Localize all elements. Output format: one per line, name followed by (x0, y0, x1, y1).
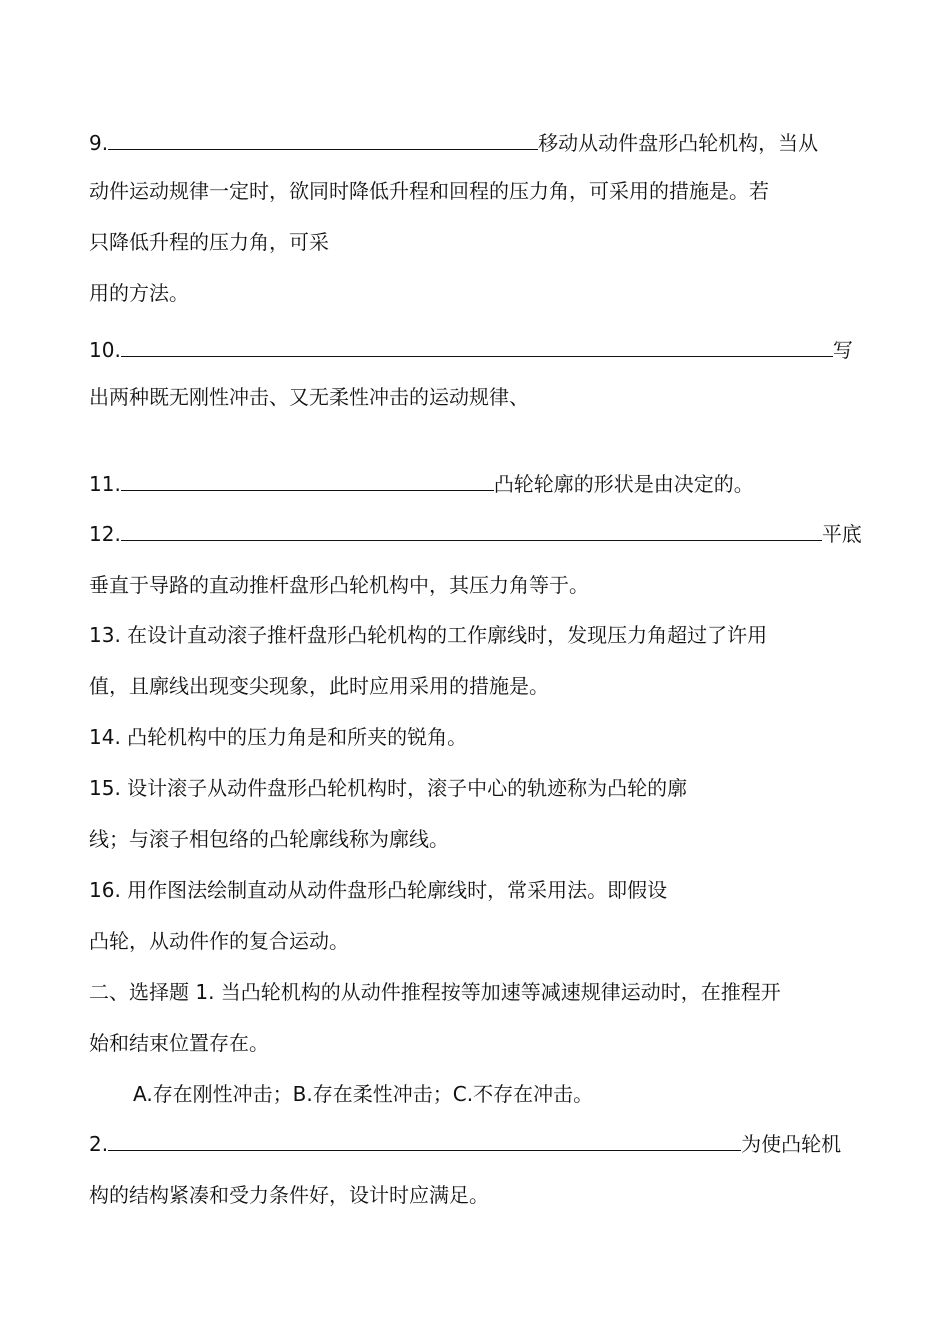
q12-line-1 (89, 521, 862, 547)
q10-line-1 (89, 337, 853, 363)
q16-line-1: 16. 用作图法绘制直动从动件盘形凸轮廓线时，常采用法。即假设 (89, 878, 668, 902)
q2-answer-blank[interactable] (108, 1132, 741, 1151)
q13-line-2: 值，且廓线出现变尖现象，此时应用采用的措施是。 (89, 674, 549, 698)
q16-line-2: 凸轮，从动件作的复合运动。 (89, 929, 349, 953)
q12-line-2: 垂直于导路的直动推杆盘形凸轮机构中，其压力角等于。 (89, 573, 589, 597)
q9-number: 9. (89, 131, 109, 155)
q12-line-1-text: 平底 (821, 522, 862, 546)
q11-answer-blank[interactable] (121, 472, 494, 491)
section2-options: A.存在刚性冲击；B.存在柔性冲击；C.不存在冲击。 (133, 1082, 594, 1106)
section2-line-2: 始和结束位置存在。 (89, 1031, 269, 1055)
q12-number: 12. (89, 522, 121, 546)
q10-line-2: 出两种既无刚性冲击、又无柔性冲击的运动规律、 (89, 385, 529, 409)
q15-line-2: 线；与滚子相包络的凸轮廓线称为廓线。 (89, 827, 449, 851)
section2-line-1: 二、选择题 1. 当凸轮机构的从动件推程按等加速等减速规律运动时，在推程开 (89, 980, 781, 1004)
q9-line-3: 只降低升程的压力角，可采 (89, 230, 329, 254)
q9-answer-blank[interactable] (108, 131, 538, 150)
q12-answer-blank[interactable] (121, 522, 822, 541)
q10-line-1-text: 写 (832, 338, 853, 362)
q15-line-1: 15. 设计滚子从动件盘形凸轮机构时，滚子中心的轨迹称为凸轮的廓 (89, 776, 688, 800)
q11-line-1-text: 凸轮轮廓的形状是由决定的。 (493, 472, 754, 496)
q11-line-1 (89, 471, 754, 497)
q10-answer-blank[interactable] (121, 338, 833, 357)
q2-line-2: 构的结构紧凑和受力条件好，设计时应满足。 (89, 1183, 489, 1207)
q2-number: 2. (89, 1132, 109, 1156)
q13-line-1: 13. 在设计直动滚子推杆盘形凸轮机构的工作廓线时，发现压力角超过了许用 (89, 623, 768, 647)
q9-line-1-text: 移动从动件盘形凸轮机构，当从 (538, 131, 819, 155)
q9-line-4: 用的方法。 (89, 281, 189, 305)
q2-line-1 (89, 1131, 841, 1157)
q9-line-2: 动件运动规律一定时，欲同时降低升程和回程的压力角，可采用的措施是。若 (89, 179, 769, 203)
q2-line-1-text: 为使凸轮机 (741, 1132, 842, 1156)
q10-number: 10. (89, 338, 121, 362)
q11-number: 11. (89, 472, 121, 496)
q9-line-1 (89, 130, 818, 156)
q14-line-1: 14. 凸轮机构中的压力角是和所夹的锐角。 (89, 725, 468, 749)
